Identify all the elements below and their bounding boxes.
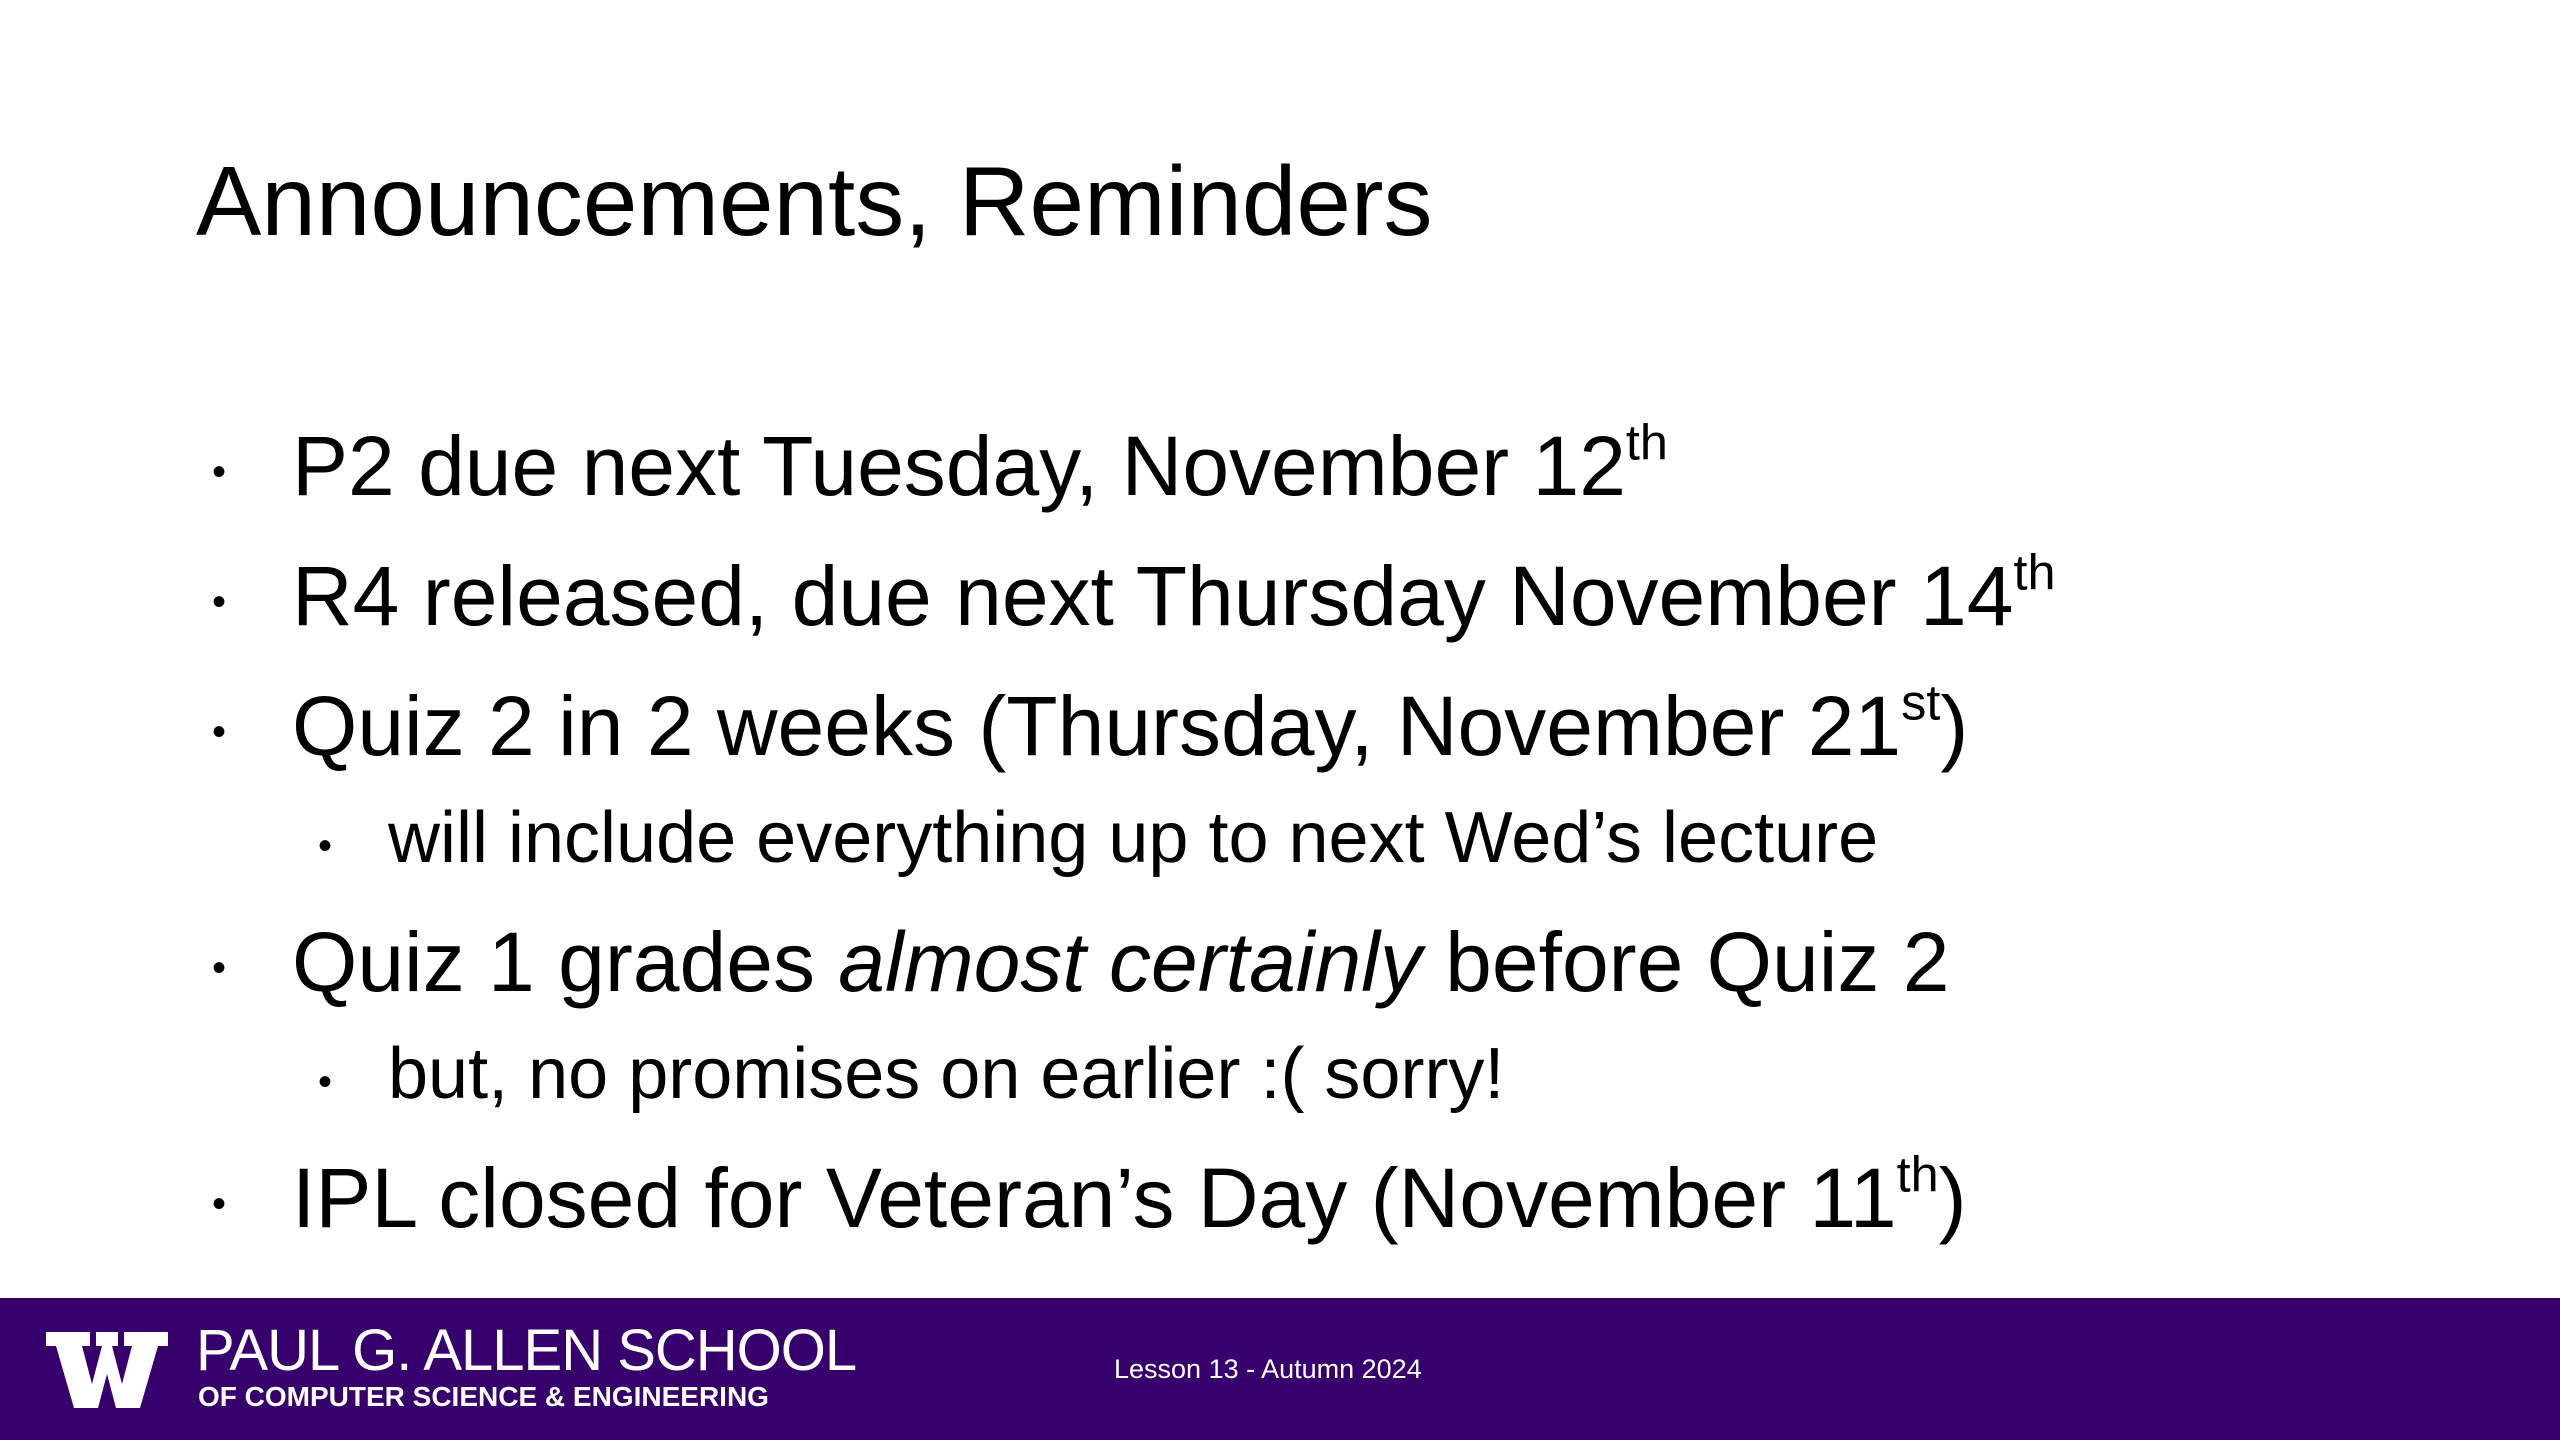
bullet-text: Quiz 1 grades [292, 915, 839, 1009]
bullet-superscript: th [2013, 543, 2056, 601]
bullet-icon: • [212, 1182, 227, 1226]
bullet-item [212, 413, 1668, 513]
sub-bullet-item [318, 1034, 1505, 1114]
bullet-icon: • [212, 710, 227, 754]
bullet-icon: • [212, 946, 227, 990]
bullet-text: but, no promises on earlier :( sorry! [388, 1034, 1505, 1114]
bullet-item [212, 915, 1950, 1009]
bullet-text: Quiz 2 in 2 weeks (Thursday, November 21 [292, 679, 1902, 773]
school-subtitle: OF COMPUTER SCIENCE & ENGINEERING [198, 1381, 769, 1412]
bullet-text: P2 due next Tuesday, November 12 [292, 419, 1626, 513]
sub-bullet-item [318, 798, 1879, 878]
bullet-icon: • [318, 824, 333, 868]
school-name: PAUL G. ALLEN SCHOOL [196, 1318, 857, 1383]
bullet-text: will include everything up to next Wed’s lecture [388, 798, 1879, 878]
bullet-superscript: st [1901, 673, 1941, 731]
bullet-icon: • [318, 1060, 333, 1104]
bullet-emphasis: almost certainly [838, 915, 1422, 1009]
footer-banner [0, 1298, 2560, 1440]
bullet-icon: • [212, 450, 227, 494]
bullet-text: R4 released, due next Thursday November 14 [292, 549, 2014, 643]
bullet-item [212, 673, 1969, 773]
bullet-text-tail: ) [1938, 1151, 1967, 1245]
bullet-icon: • [212, 580, 227, 624]
bullet-superscript: th [1896, 1145, 1939, 1203]
uw-w-logo-icon [46, 1328, 168, 1410]
slide-title: Announcements, Reminders [196, 146, 1433, 256]
lesson-label: Lesson 13 - Autumn 2024 [1114, 1354, 1422, 1384]
bullet-item [212, 543, 2056, 643]
bullet-text-tail: before Quiz 2 [1421, 915, 1950, 1009]
bullet-text: IPL closed for Veteran’s Day (November 11 [292, 1151, 1897, 1245]
bullet-item [212, 1145, 1967, 1245]
bullet-text-tail: ) [1940, 679, 1969, 773]
bullet-superscript: th [1625, 413, 1668, 471]
